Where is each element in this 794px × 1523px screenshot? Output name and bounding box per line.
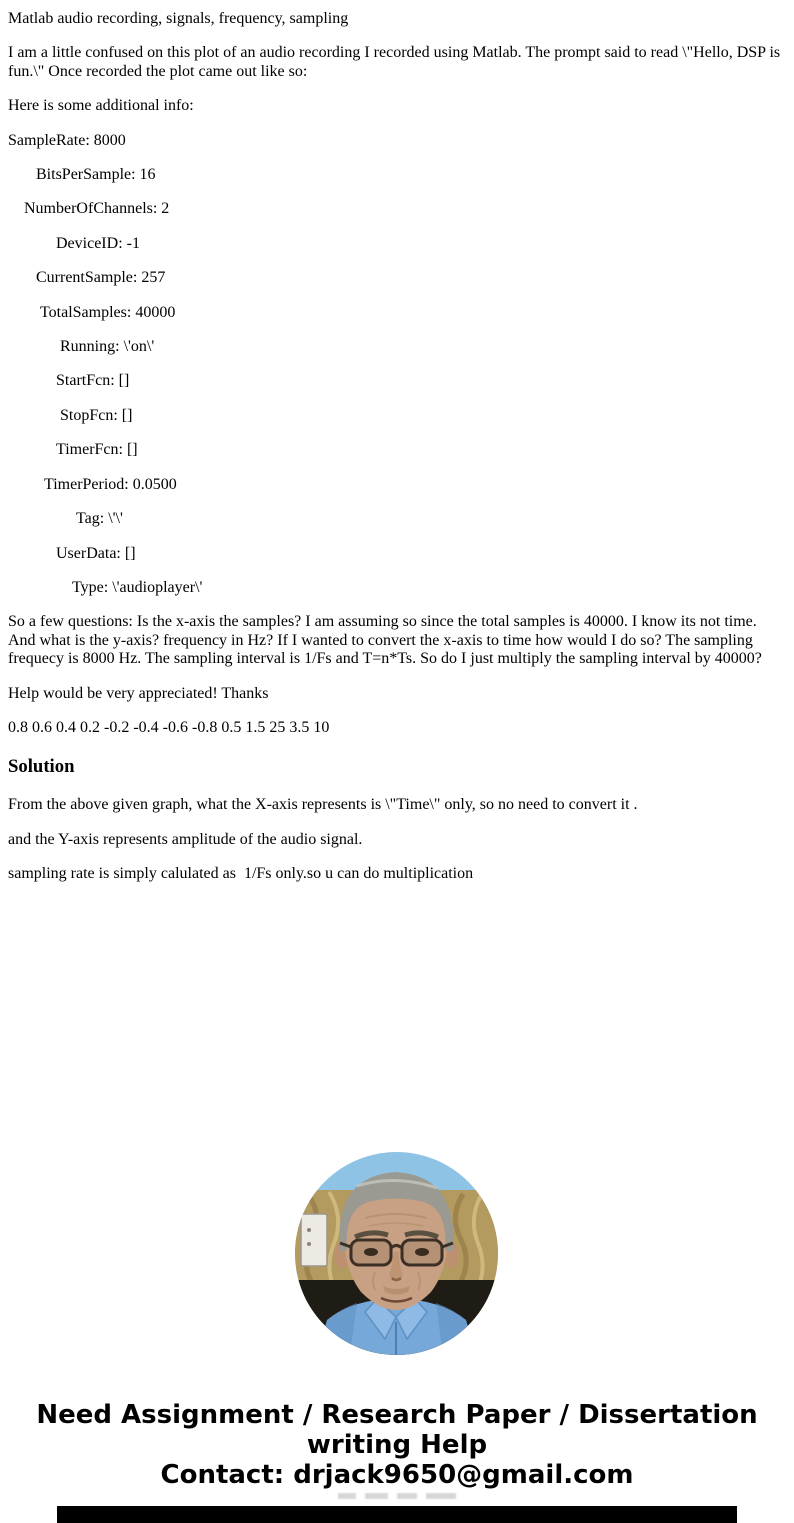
info-line: TimerPeriod: 0.0500 bbox=[8, 475, 177, 493]
question-title: Matlab audio recording, signals, frequency, sampling bbox=[8, 10, 349, 27]
questions-paragraph: So a few questions: Is the x-axis the samples? I am assuming so since the total samples is 40000. I know its not time. And what is the y-axis? frequency in Hz? If I wanted to convert the x-axis to time how would I do so? The sampling frequecy is 8000 Hz. The sampling interval is 1/Fs and T=n*Ts. So do I just multiply the sampling interval by 40000? bbox=[8, 613, 762, 668]
info-line: BitsPerSample: 16 bbox=[8, 166, 156, 184]
info-line: SampleRate: 8000 bbox=[8, 131, 126, 149]
solution-paragraph-3: sampling rate is simply calulated as 1/Fs only.so u can do multiplication bbox=[8, 865, 474, 883]
info-line: TotalSamples: 40000 bbox=[8, 303, 176, 321]
info-line: TimerFcn: [] bbox=[8, 441, 138, 459]
intro-paragraph: I am a little confused on this plot of an audio recording I recorded using Matlab. The prompt said to read \"Hello, DSP is fun.\" Once recorded the plot came out like so: bbox=[8, 44, 781, 80]
additional-info-label: Here is some additional info: bbox=[8, 97, 194, 115]
info-line: DeviceID: -1 bbox=[8, 234, 140, 252]
solution-heading: Solution bbox=[8, 756, 75, 778]
footer-line-2: writing Help bbox=[306, 1430, 488, 1460]
footer-banner bbox=[0, 1400, 794, 1490]
info-line: CurrentSample: 257 bbox=[8, 269, 166, 287]
info-line: StartFcn: [] bbox=[8, 372, 130, 390]
thanks-paragraph: Help would be very appreciated! Thanks bbox=[8, 684, 269, 702]
info-line: Running: \'on\' bbox=[8, 338, 155, 356]
tutor-avatar bbox=[295, 1152, 498, 1355]
watermark-smudge bbox=[0, 1493, 794, 1499]
bottom-black-bar bbox=[57, 1506, 737, 1523]
info-line: NumberOfChannels: 2 bbox=[8, 200, 170, 218]
footer-line-1: Need Assignment / Research Paper / Dissertation bbox=[36, 1400, 758, 1430]
info-list bbox=[8, 132, 786, 598]
info-line: Tag: \'\' bbox=[8, 510, 123, 528]
info-line: StopFcn: [] bbox=[8, 406, 133, 424]
info-line: Type: \'audioplayer\' bbox=[8, 578, 203, 596]
footer-contact-line: Contact: drjack9650@gmail.com bbox=[160, 1460, 634, 1490]
axis-values-line: 0.8 0.6 0.4 0.2 -0.2 -0.4 -0.6 -0.8 0.5 1.5 25 3.5 10 bbox=[8, 718, 330, 736]
solution-paragraph-1: From the above given graph, what the X-axis represents is \"Time\" only, so no need to convert it . bbox=[8, 796, 638, 814]
tutor-portrait-icon bbox=[295, 1152, 498, 1355]
solution-paragraph-2: and the Y-axis represents amplitude of the audio signal. bbox=[8, 830, 363, 848]
info-line: UserData: [] bbox=[8, 544, 136, 562]
